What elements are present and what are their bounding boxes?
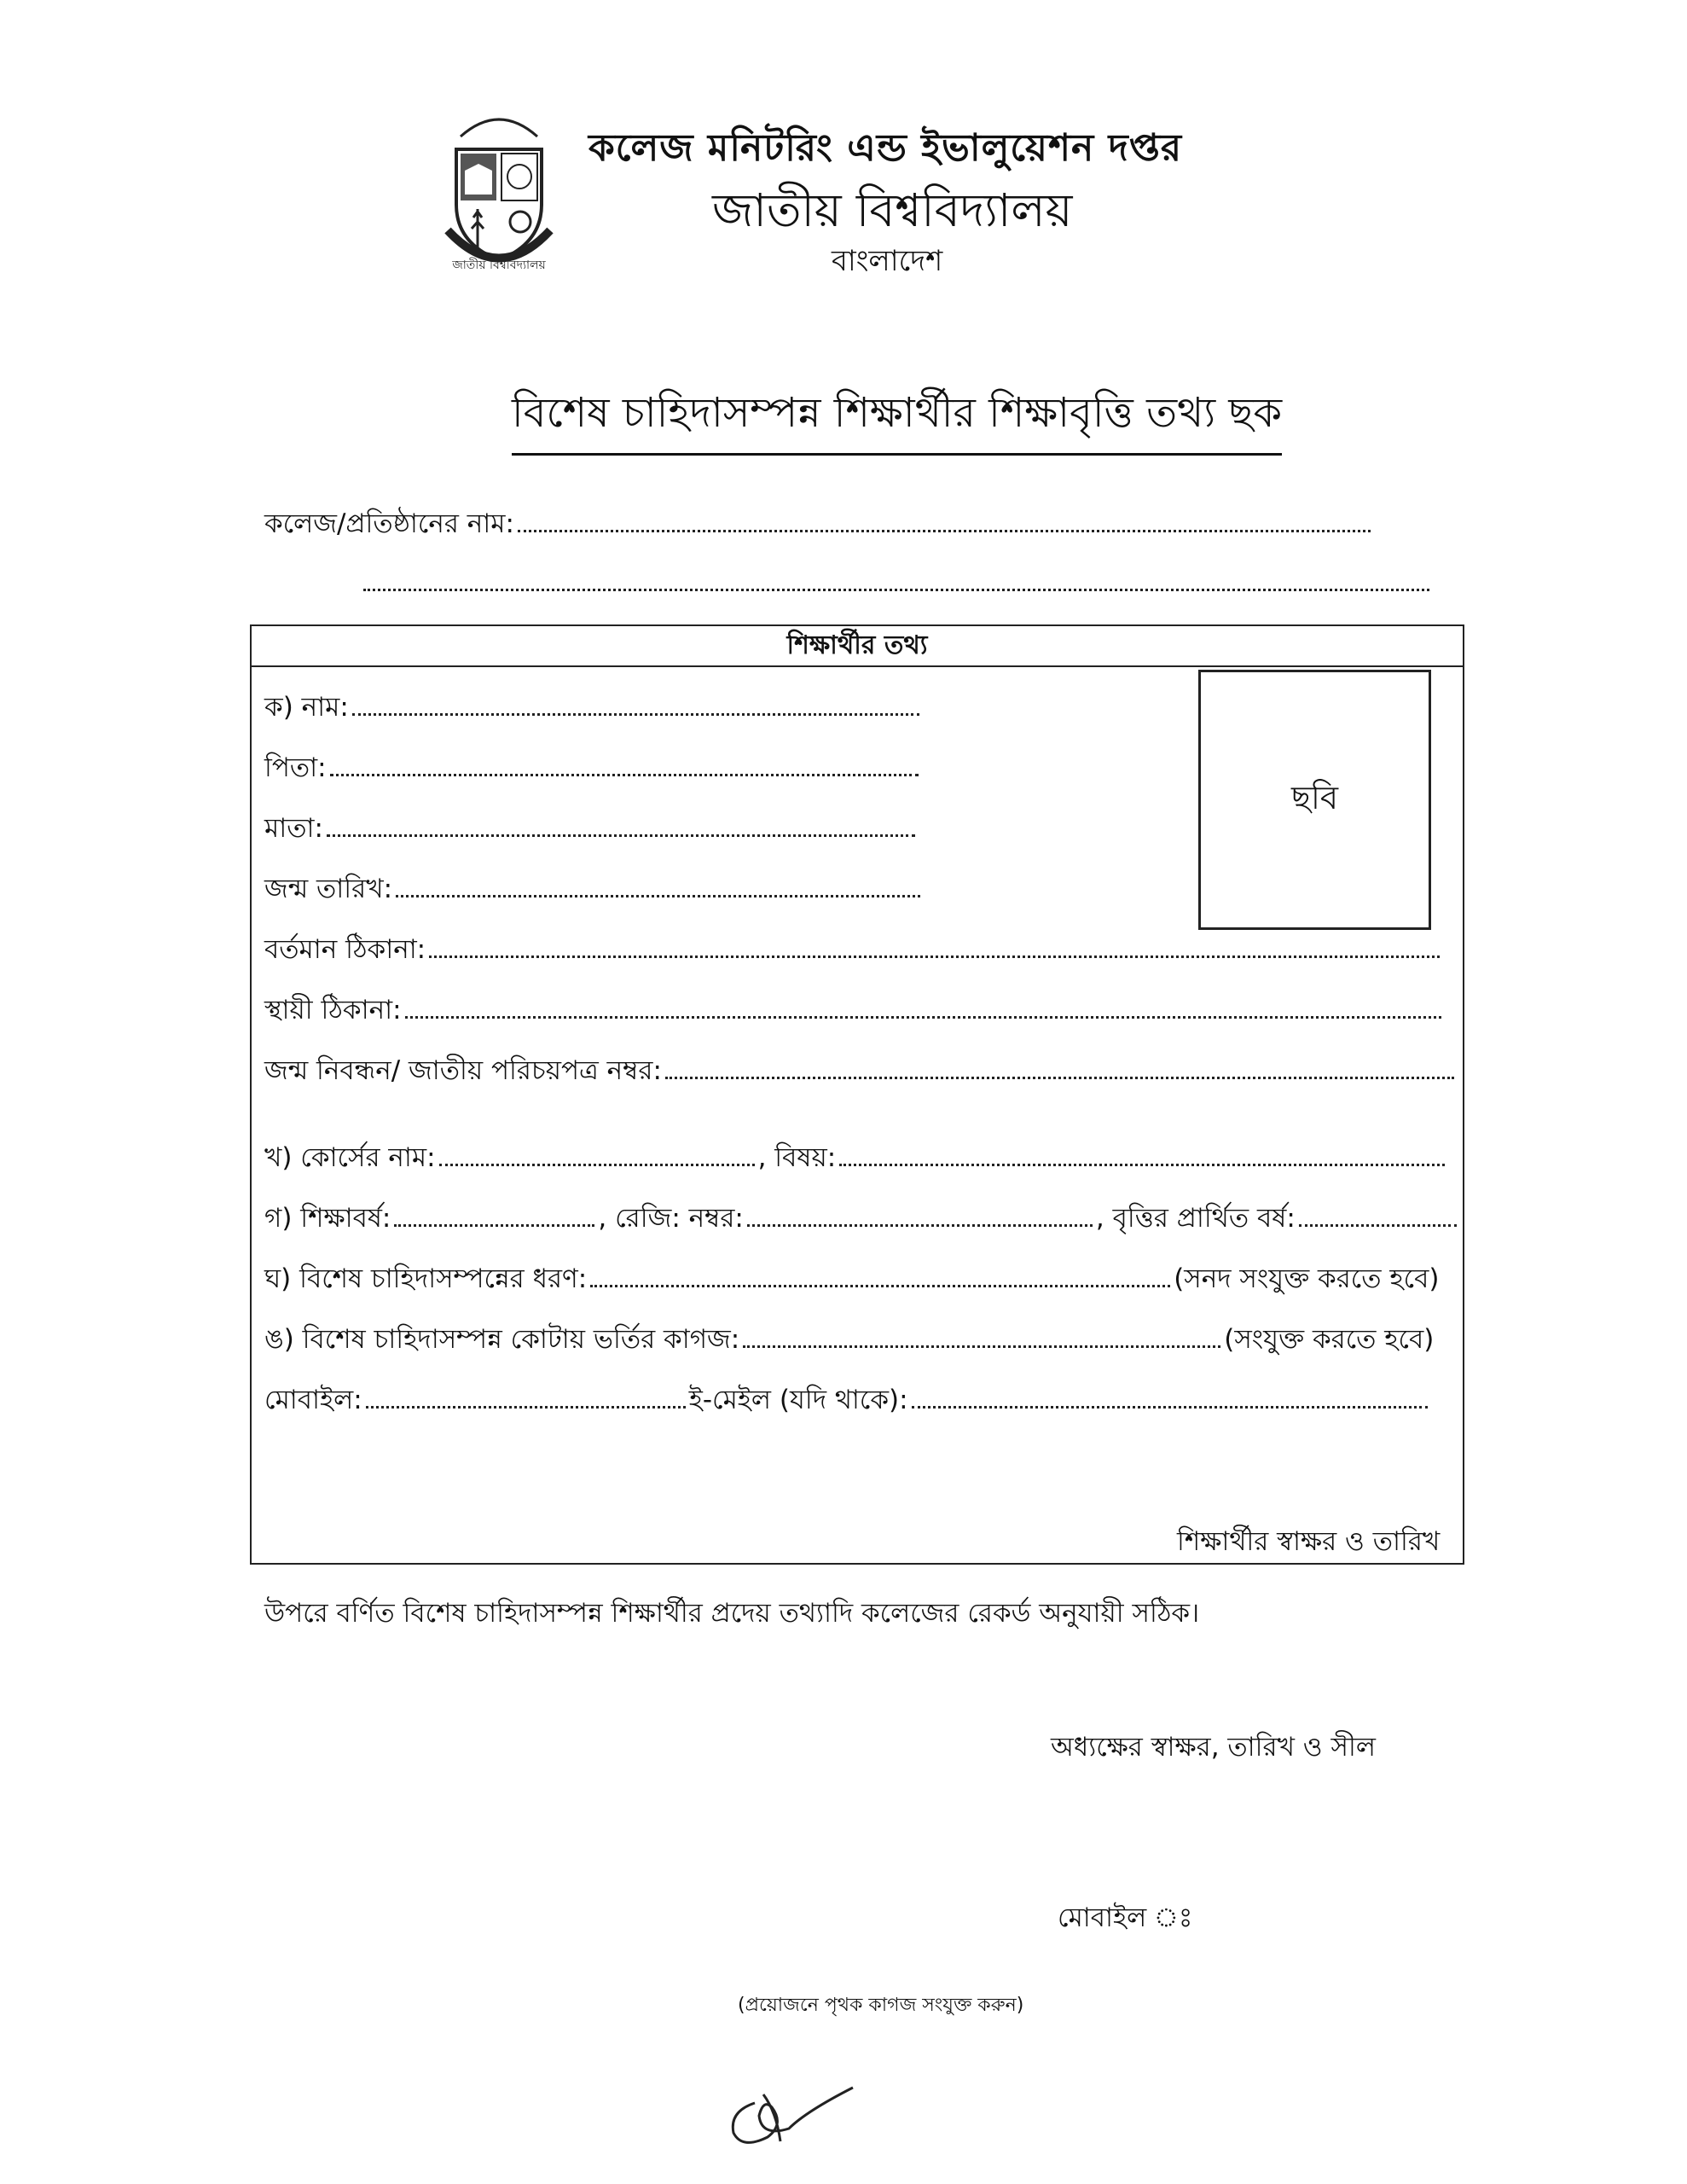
photo-box[interactable] (1198, 670, 1431, 930)
dob-field[interactable] (264, 868, 924, 913)
university-logo (439, 102, 559, 273)
principal-mobile-label: মোবাইল ঃ (1058, 1902, 1193, 1933)
scholarship-year-label: , বৃত্তির প্রার্থিত বর্ষ: (1095, 1203, 1296, 1234)
disability-type-note: (সনদ সংযুক্ত করতে হবে) (1174, 1263, 1440, 1294)
session-reg-row[interactable] (264, 1198, 1460, 1242)
course-label: খ) কোর্সের নাম: (264, 1142, 436, 1173)
permanent-address-field[interactable] (264, 990, 1445, 1034)
quota-row[interactable] (264, 1319, 1434, 1363)
mother-label: মাতা: (264, 813, 323, 844)
college-field-continuation[interactable] (360, 567, 1433, 598)
present-address-label: বর্তমান ঠিকানা: (264, 934, 426, 965)
office-name: কলেজ মনিটরিং এন্ড ইভালুয়েশন দপ্তর (588, 126, 1183, 170)
principal-signature-label: অধ্যক্ষের স্বাক্ষর, তারিখ ও সীল (1051, 1732, 1376, 1763)
nid-label: জন্ম নিবন্ধন/ জাতীয় পরিচয়পত্র নম্বর: (264, 1055, 662, 1086)
name-label: ক) নাম: (264, 692, 349, 723)
father-field[interactable] (264, 747, 922, 792)
college-label: কলেজ/প্রতিষ্ঠানের নাম: (264, 508, 514, 539)
attachment-note: (প্রয়োজনে পৃথক কাগজ সংযুক্ত করুন) (738, 1995, 1024, 2016)
quota-label: ঙ) বিশেষ চাহিদাসম্পন্ন কোটায় ভর্তির কাগজ: (264, 1324, 740, 1355)
disability-type-label: ঘ) বিশেষ চাহিদাসম্পন্নের ধরণ: (264, 1263, 588, 1294)
contact-row[interactable] (264, 1380, 1431, 1424)
course-subject-row[interactable] (264, 1137, 1448, 1182)
photo-label: ছবি (1290, 778, 1339, 816)
mobile-label: মোবাইল: (264, 1385, 362, 1415)
session-label: গ) শিক্ষাবর্ষ: (264, 1203, 391, 1234)
father-label: পিতা: (264, 752, 327, 783)
mother-field[interactable] (264, 808, 919, 852)
certification-text: উপরে বর্ণিত বিশেষ চাহিদাসম্পন্ন শিক্ষার্থীর প্রদেয় তথ্যাদি কলেজের রেকর্ড অনুযায়ী সঠিক। (264, 1598, 1200, 1629)
section-title: শিক্ষার্থীর তথ্য (250, 624, 1464, 667)
nid-field[interactable] (264, 1050, 1458, 1095)
handwritten-initial (721, 2077, 857, 2154)
reg-label: , রেজি: নম্বর: (598, 1203, 744, 1234)
dob-label: জন্ম তারিখ: (264, 874, 393, 904)
subject-label: , বিষয়: (757, 1142, 837, 1173)
disability-type-row[interactable] (264, 1258, 1439, 1303)
university-name: জাতীয় বিশ্ববিদ্যালয় (712, 183, 1073, 237)
student-signature-label: শিক্ষার্থীর স্বাক্ষর ও তারিখ (1177, 1526, 1441, 1557)
logo-text: জাতীয় বিশ্ববিদ্যালয় (452, 258, 546, 272)
quota-note: (সংযুক্ত করতে হবে) (1224, 1324, 1435, 1355)
country-name: বাংলাদেশ (832, 244, 943, 278)
email-label: ই-মেইল (যদি থাকে): (688, 1385, 908, 1415)
college-field[interactable] (264, 503, 1374, 548)
permanent-address-label: স্থায়ী ঠিকানা: (264, 995, 402, 1025)
present-address-field[interactable] (264, 929, 1443, 973)
form-title: বিশেষ চাহিদাসম্পন্ন শিক্ষার্থীর শিক্ষাবৃত্তি তথ্য ছক (512, 382, 1282, 456)
name-field[interactable] (264, 687, 923, 731)
